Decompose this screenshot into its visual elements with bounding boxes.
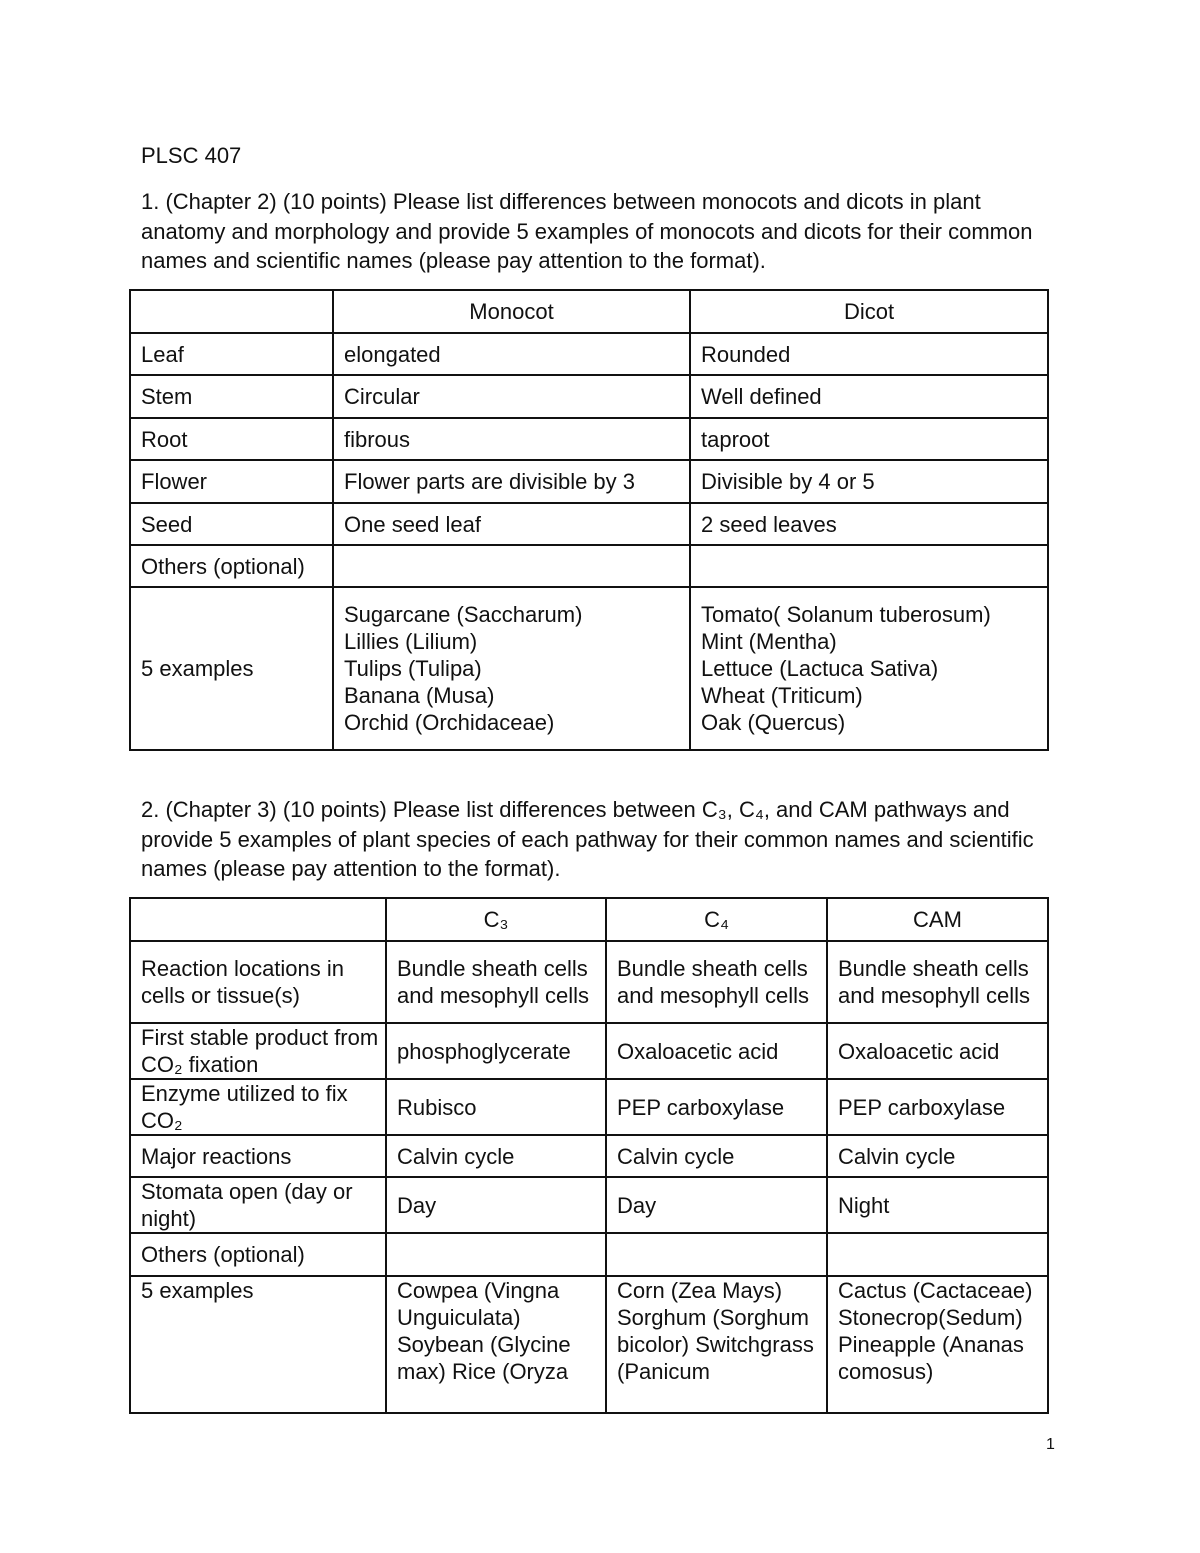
- table-row: [130, 1135, 1048, 1177]
- table-cell: Divisible by 4 or 5: [690, 460, 1048, 503]
- table-cell: [690, 545, 1048, 587]
- table-cell: Bundle sheath cells and mesophyll cells: [386, 941, 606, 1023]
- table-cell: [130, 898, 386, 941]
- table-cell: Rubisco: [386, 1079, 606, 1135]
- table-cell: taproot: [690, 418, 1048, 460]
- table-cell: PEP carboxylase: [827, 1079, 1048, 1135]
- row-label: First stable product from CO₂ fixation: [130, 1023, 386, 1079]
- table-row: [130, 333, 1048, 375]
- table-cell: [827, 1233, 1048, 1276]
- table-header-row: [130, 290, 1048, 333]
- table-row: [130, 375, 1048, 418]
- row-label: Reaction locations in cells or tissue(s): [130, 941, 386, 1023]
- table-cell: Rounded: [690, 333, 1048, 375]
- question-2: 2. (Chapter 3) (10 points) Please list differences between C₃, C₄, and CAM pathways and provide 5 examples of plant species of each pathway for their common names and scientific names (please pay attention to the format).: [141, 797, 1034, 881]
- header-cam: CAM: [827, 898, 1048, 941]
- header-c3: C₃: [386, 898, 606, 941]
- row-label: Others (optional): [130, 545, 333, 587]
- table-cell: Day: [606, 1177, 827, 1233]
- table-cell: elongated: [333, 333, 690, 375]
- table-row: [130, 1276, 1048, 1413]
- table-cell: Bundle sheath cells and mesophyll cells: [827, 941, 1048, 1023]
- table-cell: Bundle sheath cells and mesophyll cells: [606, 941, 827, 1023]
- table-cell: Night: [827, 1177, 1048, 1233]
- page-number: 1: [1046, 1436, 1055, 1453]
- row-label: Leaf: [130, 333, 333, 375]
- row-label: 5 examples: [130, 587, 333, 750]
- table-cell: Day: [386, 1177, 606, 1233]
- header-dicot: Dicot: [690, 290, 1048, 333]
- row-label: Seed: [130, 503, 333, 545]
- c4-examples: Corn (Zea Mays) Sorghum (Sorghum bicolor) Switchgrass (Panicum: [606, 1276, 827, 1413]
- row-label: Flower: [130, 460, 333, 503]
- row-label: Enzyme utilized to fix CO₂: [130, 1079, 386, 1135]
- table-row: [130, 545, 1048, 587]
- table-row: [130, 1023, 1048, 1079]
- table-cell: Circular: [333, 375, 690, 418]
- table-cell: Calvin cycle: [606, 1135, 827, 1177]
- table-cell: [606, 1233, 827, 1276]
- table-row: [130, 587, 1048, 750]
- table-cell: phosphoglycerate: [386, 1023, 606, 1079]
- course-title: PLSC 407: [141, 143, 242, 168]
- cam-examples: Cactus (Cactaceae) Stonecrop(Sedum) Pineapple (Ananas comosus): [827, 1276, 1048, 1413]
- photosynthesis-pathway-table: [129, 897, 1049, 1414]
- table-cell: Well defined: [690, 375, 1048, 418]
- table-cell: Calvin cycle: [827, 1135, 1048, 1177]
- table-row: [130, 460, 1048, 503]
- c3-examples: Cowpea (Vingna Unguiculata) Soybean (Glycine max) Rice (Oryza: [386, 1276, 606, 1413]
- monocot-dicot-table: [129, 289, 1049, 751]
- row-label: Root: [130, 418, 333, 460]
- monocot-examples: Sugarcane (Saccharum) Lillies (Lilium) Tulips (Tulipa) Banana (Musa) Orchid (Orchidaceae): [333, 587, 690, 750]
- header-c4: C₄: [606, 898, 827, 941]
- table-cell: Flower parts are divisible by 3: [333, 460, 690, 503]
- table-cell: fibrous: [333, 418, 690, 460]
- table-cell: Calvin cycle: [386, 1135, 606, 1177]
- table-cell: [333, 545, 690, 587]
- table-cell: Oxaloacetic acid: [606, 1023, 827, 1079]
- question-1: 1. (Chapter 2) (10 points) Please list differences between monocots and dicots in plant anatomy and morphology and provide 5 examples of monocots and dicots for their common names and scientific names (please pay attention to the format).: [141, 189, 1033, 273]
- table-row: [130, 1079, 1048, 1135]
- table-cell: PEP carboxylase: [606, 1079, 827, 1135]
- table-cell: Oxaloacetic acid: [827, 1023, 1048, 1079]
- row-label: Stomata open (day or night): [130, 1177, 386, 1233]
- table-row: [130, 418, 1048, 460]
- table-cell: [130, 290, 333, 333]
- row-label: Major reactions: [130, 1135, 386, 1177]
- row-label: 5 examples: [130, 1276, 386, 1413]
- table-row: [130, 941, 1048, 1023]
- table-row: [130, 1233, 1048, 1276]
- table-cell: One seed leaf: [333, 503, 690, 545]
- table-cell: [386, 1233, 606, 1276]
- table-cell: 2 seed leaves: [690, 503, 1048, 545]
- table-header-row: [130, 898, 1048, 941]
- dicot-examples: Tomato( Solanum tuberosum) Mint (Mentha) Lettuce (Lactuca Sativa) Wheat (Triticum) Oak (Quercus): [690, 587, 1048, 750]
- header-monocot: Monocot: [333, 290, 690, 333]
- row-label: Stem: [130, 375, 333, 418]
- table-row: [130, 503, 1048, 545]
- row-label: Others (optional): [130, 1233, 386, 1276]
- table-row: [130, 1177, 1048, 1233]
